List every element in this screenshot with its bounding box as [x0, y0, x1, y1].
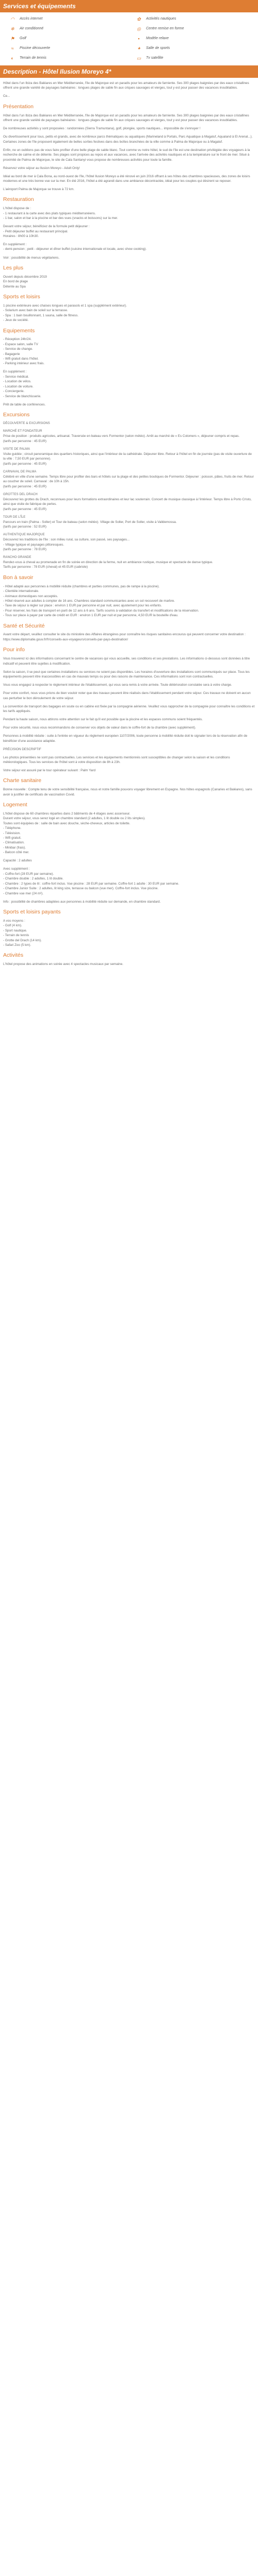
sports-text: [3, 303, 255, 323]
paragraph: Votre séjour est assuré par le tour opérateur suivant : Palm Yard: [3, 769, 95, 773]
service-item: [132, 24, 253, 34]
text-line: - Sport nautique.: [3, 928, 27, 933]
excursion-text: Rendez-vous à cheval au promenade en fin de soirée en direction de la ferme, nuit en ambiance rustique, musique et spectacle de danse typique.: [3, 561, 213, 565]
plus-title: Les plus: [3, 264, 24, 271]
text-line: L'hôtel dispose de 60 chambres réparties dans 2 bâtiments de 4 étages avec ascenseur.: [3, 811, 131, 816]
paragraph: L'aéroport Palma de Majorque se trouve à 72 km.: [3, 188, 75, 192]
presentation-text: [3, 113, 255, 192]
service-item: [5, 54, 126, 63]
activites-title: Activités: [3, 952, 24, 959]
service-label: Accès internet: [20, 17, 43, 21]
service-item: [5, 44, 126, 54]
paragraph: PRÉCISION DESCRIPTIF: [3, 747, 41, 751]
line-group: [3, 206, 255, 221]
excursion-price: (tarifs par personne : 78 EUR): [3, 548, 46, 551]
line-group: [3, 858, 255, 863]
text-line: - Balcon côté mer.: [3, 851, 29, 855]
text-line: Horaires : 8h00 à 10h30.: [3, 234, 39, 238]
text-line: - Chambre : 2 types de lit : coffre-fort inclus. Vue piscine : 28 EUR par semaine. Coffre-fort 1 adulte : 30 EUR par semaine.: [3, 882, 180, 886]
excursion-price: Tarifs par personne : 78 EUR (cheval) et 45 EUR (cabriole): [3, 565, 88, 569]
excursion-price: (tarifs par personne : 45 EUR): [3, 439, 46, 443]
text-line: - Safari Zoo (5 km).: [3, 943, 31, 947]
text-line: - Spa : 1 bain bouillonnant, 1 sauna, salle de fitness.: [3, 313, 78, 317]
sports2-text: [3, 919, 255, 948]
text-line: - Service de blanchisserie.: [3, 394, 41, 398]
text-line: L'hôtel propose des animations en soirée avec 4 spectacles musicaux par semaine.: [3, 962, 123, 967]
tv-icon: ▭: [136, 55, 141, 61]
text-line: - Réception 24h/24.: [3, 337, 31, 342]
excursion-text: Parcours en train (Palma - Soller) et Tour de bateau (selon météo). Village de Soller, Port de Soller, visite à Valldemossa.: [3, 520, 177, 524]
restauration-title: Restauration: [3, 196, 34, 203]
excursion-price: (tarifs par personne : 45 EUR): [3, 484, 46, 488]
excursion-price: (tarifs par personne : 45 EUR): [3, 462, 46, 466]
ac-icon: ❄: [10, 26, 14, 31]
paragraph: Selon la saison, il se peut que certaines installations ou services ne soient pas disponibles. Les horaires d'ouverture des installations sont communiqués sur place. Tous les équipements peuvent être inaccessibles en cas de mauvais temps ou pour des raisons de maintenance. Ces informations sont non contractuelles.: [3, 670, 250, 679]
text-line: - Wifi gratuit dans l'hôtel.: [3, 357, 39, 361]
line-group: [3, 900, 255, 904]
excursion-block: [3, 470, 255, 489]
intro-text: [3, 81, 255, 99]
text-line: - Conciergerie.: [3, 389, 25, 394]
activites-text: [3, 962, 255, 967]
text-line: Devant votre séjour, bénéficiez de la formule petit déjeuner :: [3, 225, 90, 229]
paragraph: Ce...: [3, 94, 10, 98]
capacite-text: [3, 858, 255, 904]
bonasavoir-text: [3, 584, 255, 618]
tennis-icon: ◐: [11, 55, 14, 61]
gym-icon: ▪: [138, 36, 140, 41]
service-item: [5, 24, 126, 34]
excursion-head: TOUR DE L'ÎLE: [3, 515, 26, 519]
paragraph: Hôtel dans l'un Ibiza des Baléares en Mer Méditerranée, l'île de Majorque est un paradis pour les amateurs de farniente. Ses 300 plages baignées par des eaux cristallines offrent une grande variété de paysages balnéaires : longues plages de sable fin aux criques sauvages et vierges, tout y est pour passer des vacances inoubliables.: [3, 81, 249, 90]
line-group: [3, 962, 255, 967]
text-line: En supplément :: [3, 370, 27, 374]
text-line: - Solarium avec bain de soleil sur la terrasse.: [3, 309, 68, 313]
paragraph: Pour votre sécurité, nous vous recommandons de conserver vos objets de valeur dans le coffre-fort de la chambre (avec supplément).: [3, 726, 196, 730]
excursion-head: GROTTES DEL DRACH: [3, 493, 38, 496]
service-label: Salle de sports: [146, 46, 170, 50]
text-line: - demi-pension ; petit - déjeuner et dîner buffet (cuisine internationale et locale, avec show cooking).: [3, 247, 147, 251]
service-item: [132, 44, 253, 54]
plus-text: [3, 275, 255, 289]
excursion-block: [3, 555, 255, 570]
text-line: - 1 restaurant à la carte avec des plats typiques méditerranéens.: [3, 211, 96, 215]
services-title: Services et équipements: [0, 0, 258, 12]
text-line: - Hôtel adapté aux personnes à mobilité réduite (chambres et parties communes, pas de rampe à la piscine).: [3, 584, 160, 588]
excursion-head: CARNAVAL DE PALMA: [3, 470, 37, 473]
logement-title: Logement: [3, 802, 27, 808]
line-group: [3, 224, 255, 239]
line-group: [3, 402, 255, 407]
text-line: - Tous sur place à payer par carte de crédit en EUR : environ 1 EUR par nuit et par personne, 4,50 EUR la bouteille d'eau.: [3, 614, 179, 618]
charte-title: Charte sanitaire: [3, 777, 42, 784]
text-line: - Petit déjeuner buffet au restaurant principal.: [3, 229, 68, 233]
text-line: - Chambre Junior Suite : 2 adultes, lit king size, terrasse ou balcon (vue mer). Coffre-fort inclus. Vue piscine.: [3, 887, 158, 891]
text-line: - Hôtel réservé aux adultes à compter de 16 ans. Chambres standard communicantes avec un sol recouvert de marbre.: [3, 599, 175, 603]
text-line: Avant votre départ, veuillez consulter le site du ministère des Affaires étrangères pour connaître les risques sanitaires encourus qui peuvent concerner votre destination : https://www.diplomatie.gouv.fr/fr/conseils-aux-voyageurs/conseils-par-pays-destination/: [3, 633, 246, 641]
excursion-block: [3, 447, 255, 466]
text-line: Toutes sont équipées de : salle de bain avec douche, sèche-cheveux, articles de toilette.: [3, 821, 131, 825]
paragraph: Idéal au bord de mer à Cala Bona, au nord-ouest de l'île, l'hôtel Ilusion Moreyo a été rénové en juin 2016 offrant à ses hôtes des chambres spacieuses, des zones de loisirs modernes et une très bonne vue sur la mer. En été 2016, l'hôtel a été agrandi dans une ambiance décontractée, idéal pour les couples qui désirent se reposer.: [3, 174, 250, 183]
service-item: [132, 54, 253, 63]
text-line: Détente au Spa: [3, 284, 26, 289]
line-group: [3, 242, 255, 252]
service-item: [132, 14, 253, 24]
charte-text: [3, 787, 255, 797]
sports-title: Sports et loisirs: [3, 294, 40, 300]
text-line: - Minibar (frais).: [3, 845, 26, 850]
excursion-text: Célébré en ville d'une semaine. Temps libre pour profiter des bars et hôtels sur la plage et des petites boutiques de Formentor. Déjeuner : poisson, pâtes, fruits de mer. Retour au coucher de soleil. Carnaval : de 10h à 15h.: [3, 474, 254, 484]
text-line: - Service médical.: [3, 375, 29, 379]
paragraph: De nombreuses activités y sont proposées : randonnées (Sierra Tramuntana), golf, plongée, sports nautiques... impossible de s'ennuyer !: [3, 127, 201, 131]
text-line: - Location de vélos.: [3, 380, 31, 384]
equipements-text: [3, 337, 255, 407]
policy-title: Pour info: [3, 647, 25, 653]
excursion-head: VISITE DE PALMA: [3, 447, 30, 451]
extra-info-text: [3, 734, 255, 773]
service-item: [5, 14, 126, 24]
paragraph: Bonne nouvelle : Compte tenu de votre sensibilité française, nous et notre famille pouvons voyager librement en Espagne. Nos hôtes espagnols (Canaries et Baléares), sans avoir à justifier de certificats de vaccination Covid.: [3, 788, 252, 796]
service-label: Golf: [20, 37, 26, 41]
paragraph: Réservez votre séjour au Ilusion Moreyo - Adult Only!: [3, 166, 80, 170]
text-line: En bord de plage: [3, 280, 28, 284]
spa-icon: ✦: [137, 45, 141, 51]
text-line: Voir : possibilité de menus végétariens.: [3, 256, 60, 260]
text-line: - Animaux domestiques non acceptés.: [3, 594, 58, 598]
line-group: [3, 337, 255, 366]
presentation-title: Présentation: [3, 103, 34, 110]
paragraph: Enfin, ne un oublions pas de vous faire profiter d'une belle plage de sable blanc. Tout comme vu notre hôtel, le sud de l'île est une destination privilégiée des voyageurs à la recherche de calme et de détente. Ses plages sont propices au repos et aux vacances, avec l'arrivée des activités nautiques et à la température sur le front de mer. Situé à proximité de Palma de Majorque, le site de Cala Santanyi vous propose de nombreuses activités pour toute la famille.: [3, 148, 250, 162]
text-line: Ouvert depuis décembre 2019: [3, 275, 47, 279]
line-group: [3, 584, 255, 618]
text-line: - Pour réserver, les frais de transport en parti de 12 ans à 6 ans. Tarifs soumis à validation du transfert et modifications de la réservation.: [3, 608, 199, 613]
logement-text: [3, 811, 255, 855]
excursion-block: [3, 515, 255, 530]
text-line: - Chambre vue mer (24 m²).: [3, 891, 44, 895]
text-line: - Climatisation.: [3, 841, 25, 845]
text-line: Prêt de table de conférences.: [3, 402, 46, 406]
service-item: [132, 34, 253, 44]
line-group: [3, 632, 255, 642]
text-line: Capacité : 2 adultes: [3, 859, 32, 863]
excursion-text: Découvrez les traditions de l'île : son milieu rural, sa culture, son passé, ses paysages...: [3, 538, 130, 542]
line-group: [3, 303, 255, 323]
excursions-text: [3, 429, 255, 569]
text-line: - Espace salon, salle TV: [3, 342, 38, 346]
service-label: Tv satellite: [146, 56, 164, 60]
policy-text: [3, 656, 255, 730]
description-title: Description - Hôtel Ilusion Moreyo 4*: [0, 65, 258, 78]
sante-text: [3, 632, 255, 642]
dive-icon: ◎: [137, 26, 141, 31]
text-line: - Wifi gratuit.: [3, 836, 22, 840]
service-label: Piscine découverte: [20, 46, 51, 50]
text-line: - Clientèle internationale.: [3, 589, 39, 594]
excursion-block: [3, 493, 255, 512]
excursion-note: - Village typique et paysages pittoresques.: [3, 543, 64, 547]
text-line: L'hôtel dispose de :: [3, 207, 31, 211]
excursion-text: Découvrez les grottes du Drach, reconnues pour leurs formations extraordinaires et leur lac souterrain. Concert de musique classique à l'intérieur. Temps libre à Porto Cristo, ainsi que visite de fabrique de perles.: [3, 497, 252, 506]
services-grid: [0, 12, 258, 65]
paragraph: La convention de transport des bagages en soute ou en cabine est fixée par la compagnie aérienne. Veuillez vous rapprocher de la compagnie pour connaître les conditions et les tarifs appliqués.: [3, 704, 255, 713]
service-label: Centre remise en forme: [146, 27, 184, 31]
text-line: - Chambre double : 2 adultes, 1 lit double.: [3, 877, 63, 881]
excursion-block: [3, 429, 255, 444]
text-line: En supplément :: [3, 243, 27, 247]
text-line: - Télévision.: [3, 831, 21, 835]
excursion-head: AUTHENTIQUE MAJORQUE: [3, 533, 45, 537]
service-label: Terrain de tennis: [20, 56, 46, 60]
wifi-icon: ◠: [10, 16, 14, 22]
excursion-text: Visite guidée ; circuit panoramique des quartiers historiques, ainsi que l'intérieur de la cathédrale. Déjeuner libre. Retour à l'hôtel en fin de journée (pas de visite ouverture de la ville : 7,50 EUR par personne).: [3, 452, 252, 461]
paragraph: Vous vous engagez à respecter le règlement intérieur de l'établissement, qui vous sera remis à votre arrivée. Toute détérioration constatée sera à votre charge.: [3, 683, 232, 687]
paragraph: Pendant la haute saison, nous attirons votre attention sur le fait qu'il est possible que la piscine et les espaces communs soient fréquentés.: [3, 718, 203, 721]
service-label: Modèle relaxe: [146, 37, 169, 41]
excursion-head: RANCHO GRANDE: [3, 556, 31, 560]
paragraph: Pour votre confort, nous vous prions de bien vouloir noter que des travaux peuvent être réalisés dans l'établissement pendant votre séjour. Ces travaux ne doivent en aucun cas perturber le bon déroulement de votre séjour.: [3, 691, 251, 700]
pool-icon: ≈: [11, 45, 14, 51]
text-line: Info : possibilité de chambres adaptées aux personnes à mobilité réduite sur demande, en chambre standard.: [3, 900, 161, 904]
bonasavoir-title: Bon à savoir: [3, 574, 34, 581]
service-label: Air conditionné: [20, 27, 44, 31]
text-line: - Parking intérieur avec frais.: [3, 362, 45, 366]
paragraph: Hôtel dans l'un Ibiza des Baléares en Mer Méditerranée, l'île de Majorque est un paradis pour les amateurs de farniente. Ses 300 plages baignées par des eaux cristallines offrent une grande variété de paysages balnéaires : longues plages de sable fin aux criques sauvages et vierges, tout y est pour passer des vacances inoubliables.: [3, 113, 249, 123]
text-line: - Service de change.: [3, 347, 33, 351]
restauration-text: [3, 206, 255, 260]
line-group: [3, 811, 255, 855]
line-group: [3, 256, 255, 260]
text-line: A vos moyens :: [3, 919, 25, 923]
service-label: Activités nautiques: [146, 17, 176, 21]
line-group: [3, 275, 255, 289]
text-line: 1 piscine extérieure avec chaises longues et parasols et 1 spa (supplément extérieur).: [3, 303, 127, 308]
excursions-heading: DÉCOUVERTE & EXCURSIONS: [3, 421, 50, 425]
service-item: [5, 34, 126, 44]
text-line: - 1 bar, salon et bar à la piscine et bar des vues (snacks et boissons) sur la mer.: [3, 216, 118, 221]
text-line: - Jeux de société.: [3, 318, 29, 323]
excursion-price: (tarifs par personne : 45 EUR): [3, 507, 46, 511]
text-line: - Coffre-fort (28 EUR par semaine).: [3, 872, 54, 876]
paragraph: Ou divertissement pour tous, petits et grands, avec de nombreux parcs thématiques ou aquatiques (Marineland à Portals, Parc Aquatique à Magaluf, Aqualand à El Arenal...). Certaines zones de l'île proposent également de belles sorties festives dans des boîtes branchées de la ville comme à Palma de Majorque ou à Magaluf.: [3, 135, 253, 144]
excursion-price: (tarifs par personne : 52 EUR): [3, 525, 46, 529]
line-group: [3, 867, 255, 896]
golf-icon: ⚑: [10, 36, 15, 41]
excursions-title: Excursions: [3, 412, 30, 418]
line-group: [3, 919, 255, 948]
sante-title: Santé et Sécurité: [3, 622, 45, 629]
activities-icon: ✿: [137, 16, 141, 22]
line-group: [3, 369, 255, 399]
sports2-title: Sports et loisirs payants: [3, 909, 61, 916]
excursion-head: MARCHÉ ET FONDATEUR: [3, 430, 42, 433]
text-line: - Téléphone.: [3, 826, 22, 831]
text-line: - Taxe de séjour à régler sur place : environ 1 EUR par personne et par nuit, avec ajustement pour les enfants.: [3, 604, 162, 608]
text-line: Avec supplément :: [3, 867, 30, 871]
paragraph: Vous trouverez ici des informations concernant le centre de vacances qui vous accueille, ses conditions et ses prestations. Les informations ci-dessous sont données à titre indicatif et peuvent être sujettes à modification.: [3, 657, 250, 666]
text-line: Durant votre séjour, vous serez logé en chambre standard (2 adultes, 1 lit double ou 2 lits simples).: [3, 817, 146, 821]
paragraph: Personnes à mobilité réduite : suite à l'entrée en vigueur du règlement européen 1107/2006, toute personne à mobilité réduite doit le signaler lors de la réservation afin de bénéficier d'une assistance adaptée.: [3, 734, 248, 743]
description-content: [0, 78, 258, 973]
excursion-text: Prise de position : produits agricoles, artisanat. Traversée en bateau vers Formentor (selon météo). Arrêt au marché de « Es Colomers », déjeuner compris et repas.: [3, 434, 240, 438]
text-line: - Terrain de tennis: [3, 934, 29, 938]
text-line: - Grotte del Drach (14 km).: [3, 938, 42, 942]
paragraph: Les photos présentées ne sont pas contractuelles. Les services et les équipements mentionnés sont susceptibles de changer selon la saison et les conditions météorologiques. Tous les services de l'hôtel sont à votre disposition de 8h à 23h.: [3, 755, 230, 764]
excursion-block: [3, 533, 255, 552]
text-line: - Bagagerie: [3, 352, 20, 356]
text-line: - Location de voiture.: [3, 384, 34, 388]
text-line: - Golf (4 km).: [3, 924, 22, 928]
equipements-title: Equipements: [3, 327, 35, 334]
